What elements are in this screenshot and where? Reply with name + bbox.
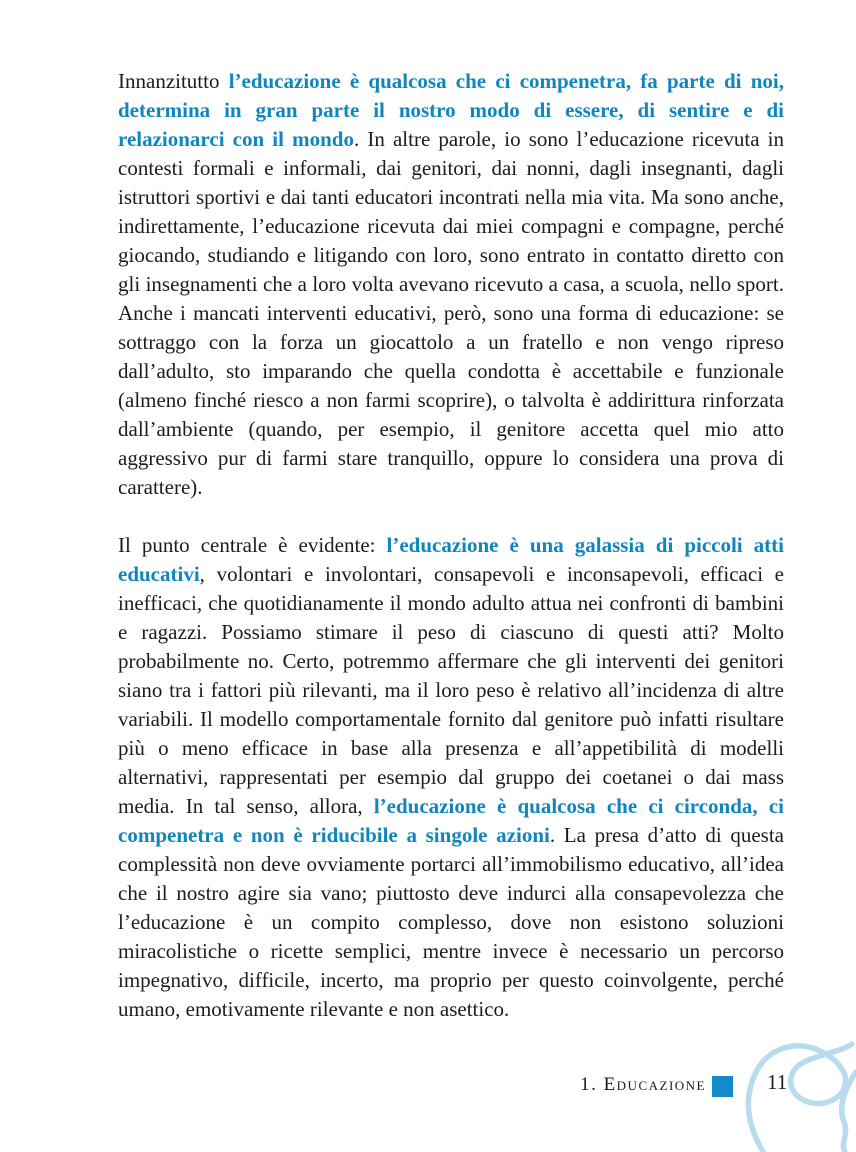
ribbon-swirl-decoration-icon	[726, 1012, 856, 1152]
text-run: Innanzitutto	[118, 69, 229, 93]
text-run: , volontari e involontari, consapevoli e inconsapevoli, efficaci e inefficaci, che quotidianamente il mondo adulto attua nei confronti di bambini e ragazzi. Possiamo stimare il peso di ciascuno di questi atti? Molto probabilmente no. Certo, potremmo affermare che gli interventi dei genitori siano tra i fattori più rilevanti, ma il loro peso è relativo all’incidenza di altre variabili. Il modello comportamentale fornito dal genitore può infatti risultare più o meno efficace in base alla presenza e all’appetibilità di modelli alternativi, rappresentati per esempio dal gruppo dei coetanei o dai mass media. In tal senso, allora,	[118, 562, 784, 818]
running-footer-chapter-title: 1. Educazione	[580, 1074, 706, 1095]
highlighted-text-run: l’educazione è qualcosa che ci circonda, ci compenetra e non è riducibile a singole azioni	[118, 794, 784, 847]
text-run: . La presa d’atto di questa complessità non deve ovviamente portarci all’immobilismo educativo, all’idea che il nostro agire sia vano; piuttosto deve indurci alla consapevolezza che l’educazione è un compito complesso, dove non esistono soluzioni miracolistiche o ricette semplici, mentre invece è necessario un percorso impegnativo, difficile, incerto, ma proprio per questo coinvolgente, perché umano, emotivamente rilevante e non asettico.	[118, 823, 784, 1021]
text-run: Il punto centrale è evidente:	[118, 533, 387, 557]
highlighted-text-run: l’educazione è una galassia di piccoli atti educativi	[118, 533, 784, 586]
text-run: . In altre parole, io sono l’educazione ricevuta in contesti formali e informali, dai genitori, dai nonni, dagli insegnanti, dagli istruttori sportivi e dai tanti educatori incontrati nella mia vita. Ma sono anche, indirettamente, l’educazione ricevuta dai miei compagni e compagne, perché giocando, studiando e litigando con loro, sono entrato in contatto diretto con gli insegnamenti che a loro volta avevano ricevuto a casa, a scuola, nello sport. Anche i mancati interventi educativi, però, sono una forma di educazione: se sottraggo con la forza un giocattolo a un fratello e non vengo ripreso dall’adulto, sto imparando che quella condotta è accettabile e funzionale (almeno finché riesco a non farmi scoprire), o talvolta è addirittura rinforzata dall’ambiente (quando, per esempio, il genitore accetta quel mio atto aggressivo pur di farmi stare tranquillo, oppure lo considera una prova di carattere).	[118, 127, 784, 499]
page-number: 11	[767, 1070, 788, 1094]
highlighted-text-run: l’educazione è qualcosa che ci compenetra, fa parte di noi, determina in gran parte il nostro modo di essere, di sentire e di relazionarci con il mondo	[118, 69, 784, 151]
body-text	[118, 67, 784, 1053]
paragraph	[118, 67, 784, 502]
paragraph	[118, 531, 784, 1024]
